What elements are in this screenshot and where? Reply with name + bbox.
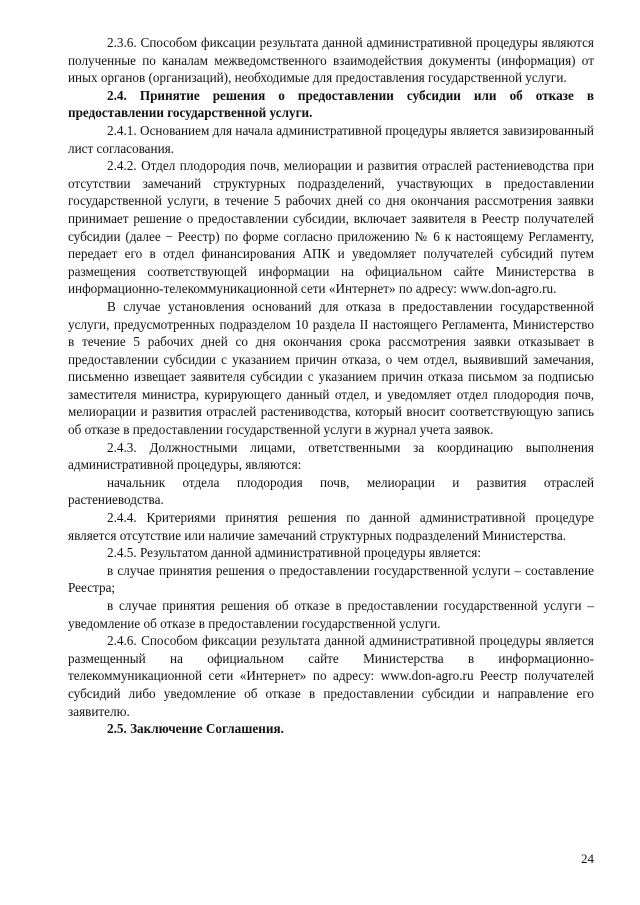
paragraph-result-refusal: в случае принятия решения об отказе в предоставлении государственной услуги – уведомление об отказе в предоставлении государственной услуги. <box>68 598 594 631</box>
paragraph-2-4-2: 2.4.2. Отдел плодородия почв, мелиорации и развития отраслей растениеводства при отсутствии замечаний структурных подразделений, участвующих в предоставлении государственной услуги, в течение 5 рабочих дней со дня окончания рассмотрения заявки принимает решение о предоставлении субсидии, включает заявителя в Реестр получателей субсидии (далее − Реестр) по форме согласно приложению № 6 к настоящему Регламенту, передает его в отдел финансирования АПК и уведомляет получателей субсидий путем размещения соответствующей информации на официальном сайте Министерства в информационно-телекоммуникационной сети «Интернет» по адресу: www.don-agro.ru. <box>68 158 594 297</box>
paragraph-2-4-3: 2.4.3. Должностными лицами, ответственными за координацию выполнения административной процедуры, являются: <box>68 439 594 473</box>
section-heading-2-5: 2.5. Заключение Соглашения. <box>107 721 284 737</box>
paragraph-2-4-5: 2.4.5. Результатом данной административной процедуры является: <box>107 545 481 561</box>
paragraph-2-3-6: 2.3.6. Способом фиксации результата данной административной процедуры являются полученные по каналам межведомственного взаимодействия документы (информация) от иных органов (организаций), необходимые для предоставления государственной услуги. <box>68 35 594 86</box>
paragraph-2-4-1: 2.4.1. Основанием для начала административной процедуры является завизированный лист согласования. <box>68 122 594 156</box>
section-heading-2-4: 2.4. Принятие решения о предоставлении субсидии или об отказе в предоставлении государственной услуги. <box>68 87 594 121</box>
paragraph-result-approval: в случае принятия решения о предоставлении государственной услуги – составление Реестра; <box>68 562 594 596</box>
paragraph-responsible-official: начальник отдела плодородия почв, мелиорации и развития отраслей растениеводства. <box>68 474 594 508</box>
paragraph-refusal: В случае установления оснований для отказа в предоставлении государственной услуги, предусмотренных подразделом 10 раздела II настоящего Регламента, Министерство в течение 5 рабочих дней со дня окончания срока рассмотрения заявки отказывает в предоставлении субсидии с указанием причин отказа, о чем отдел, выявивший замечания, письменно извещает заявителя субсидии с указанием причин отказа письмом за подписью заместителя министра, курирующего данный отдел, и уведомляет отдел плодородия почв, мелиорации и развития отраслей растениводства, который вносит соответствующую запись об отказе в предоставлении государственной услуги в журнал учета заявок. <box>68 298 594 438</box>
paragraph-2-4-6: 2.4.6. Способом фиксации результата данной административной процедуры является размещенный на официальном сайте Министерства в информационно-телекоммуникационной сети «Интернет» по адресу: www.don-agro.ru Реестр получателей субсидий либо уведомление об отказе в предоставлении субсидии и направление его заявителю. <box>68 633 594 719</box>
document-page <box>68 34 594 738</box>
page-number: 24 <box>581 851 594 866</box>
paragraph-2-4-4: 2.4.4. Критериями принятия решения по данной административной процедуре является отсутствие или наличие замечаний структурных подразделений Министерства. <box>68 510 594 543</box>
